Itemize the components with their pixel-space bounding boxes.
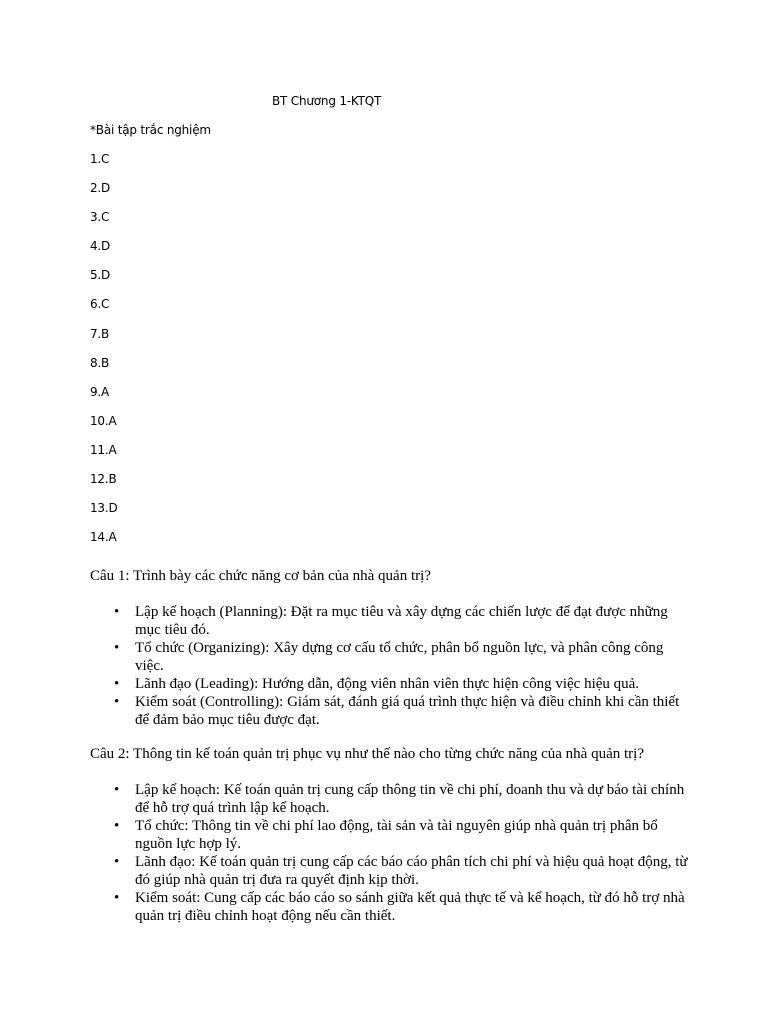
answer-item: 13.D: [90, 501, 118, 516]
question-2-bullet-list: [90, 781, 690, 925]
bullet-item: [90, 603, 690, 639]
bullet-text: Tổ chức: Thông tin về chi phí lao động, tài sản và tài nguyên giúp nhà quản trị phân bổ nguồn lực hợp lý.: [135, 818, 658, 852]
bullet-item: [90, 675, 690, 693]
bullet-item: [90, 781, 690, 817]
bullet-text: Lãnh đạo: Kế toán quản trị cung cấp các báo cáo phân tích chi phí và hiệu quả hoạt động, từ đó giúp nhà quản trị đưa ra quyết định kịp thời.: [135, 854, 688, 888]
answer-item: 2.D: [90, 181, 111, 196]
bullet-text: Kiểm soát: Cung cấp các báo cáo so sánh giữa kết quả thực tế và kế hoạch, từ đó hỗ trợ nhà quản trị điều chỉnh hoạt động nếu cần thiết.: [135, 890, 685, 924]
bullet-item: [90, 639, 690, 675]
answer-item: 8.B: [90, 355, 110, 370]
bullet-item: [90, 817, 690, 853]
question-1-heading: Câu 1: Trình bày các chức năng cơ bản của nhà quản trị?: [90, 568, 431, 584]
answer-item: 14.A: [90, 530, 117, 545]
answer-item: 12.B: [90, 472, 117, 487]
answer-item: 3.C: [90, 210, 110, 225]
bullet-icon: •: [114, 854, 120, 870]
bullet-icon: •: [114, 890, 120, 906]
bullet-item: [90, 853, 690, 889]
bullet-icon: •: [114, 818, 120, 834]
answer-item: 7.B: [90, 326, 110, 341]
answer-list: [90, 152, 118, 559]
answer-item: 1.C: [90, 152, 110, 166]
bullet-item: [90, 693, 690, 729]
answer-item: 4.D: [90, 239, 111, 254]
question-1-bullet-list: [90, 603, 690, 729]
bullet-text: Tổ chức (Organizing): Xây dựng cơ cấu tổ chức, phân bổ nguồn lực, và phân công công việc.: [135, 640, 664, 674]
bullet-icon: •: [114, 782, 120, 798]
bullet-text: Lãnh đạo (Leading): Hướng dẫn, động viên nhân viên thực hiện công việc hiệu quả.: [135, 676, 640, 692]
bullet-icon: •: [114, 676, 120, 692]
bullet-text: Lập kế hoạch: Kế toán quản trị cung cấp thông tin về chi phí, doanh thu và dự báo tài chính để hỗ trợ quá trình lập kế hoạch.: [135, 782, 685, 816]
question-2-heading: Câu 2: Thông tin kế toán quản trị phục vụ như thế nào cho từng chức năng của nhà quản trị?: [90, 746, 644, 762]
bullet-text: Kiểm soát (Controlling): Giám sát, đánh giá quá trình thực hiện và điều chỉnh khi cần thiết để đảm bảo mục tiêu được đạt.: [135, 694, 680, 728]
answer-item: 9.A: [90, 384, 110, 399]
answer-item: 6.C: [90, 297, 110, 312]
bullet-icon: •: [114, 694, 120, 710]
bullet-icon: •: [114, 640, 120, 656]
document-title: BT Chương 1-KTQT: [272, 94, 382, 108]
answer-item: 11.A: [90, 442, 117, 457]
answer-item: 10.A: [90, 413, 117, 428]
section-label: *Bài tập trắc nghiệm: [90, 123, 211, 137]
answer-item: 5.D: [90, 268, 111, 283]
bullet-icon: •: [114, 604, 120, 620]
bullet-text: Lập kế hoạch (Planning): Đặt ra mục tiêu và xây dựng các chiến lược để đạt được những mục tiêu đó.: [135, 604, 668, 638]
bullet-item: [90, 889, 690, 925]
